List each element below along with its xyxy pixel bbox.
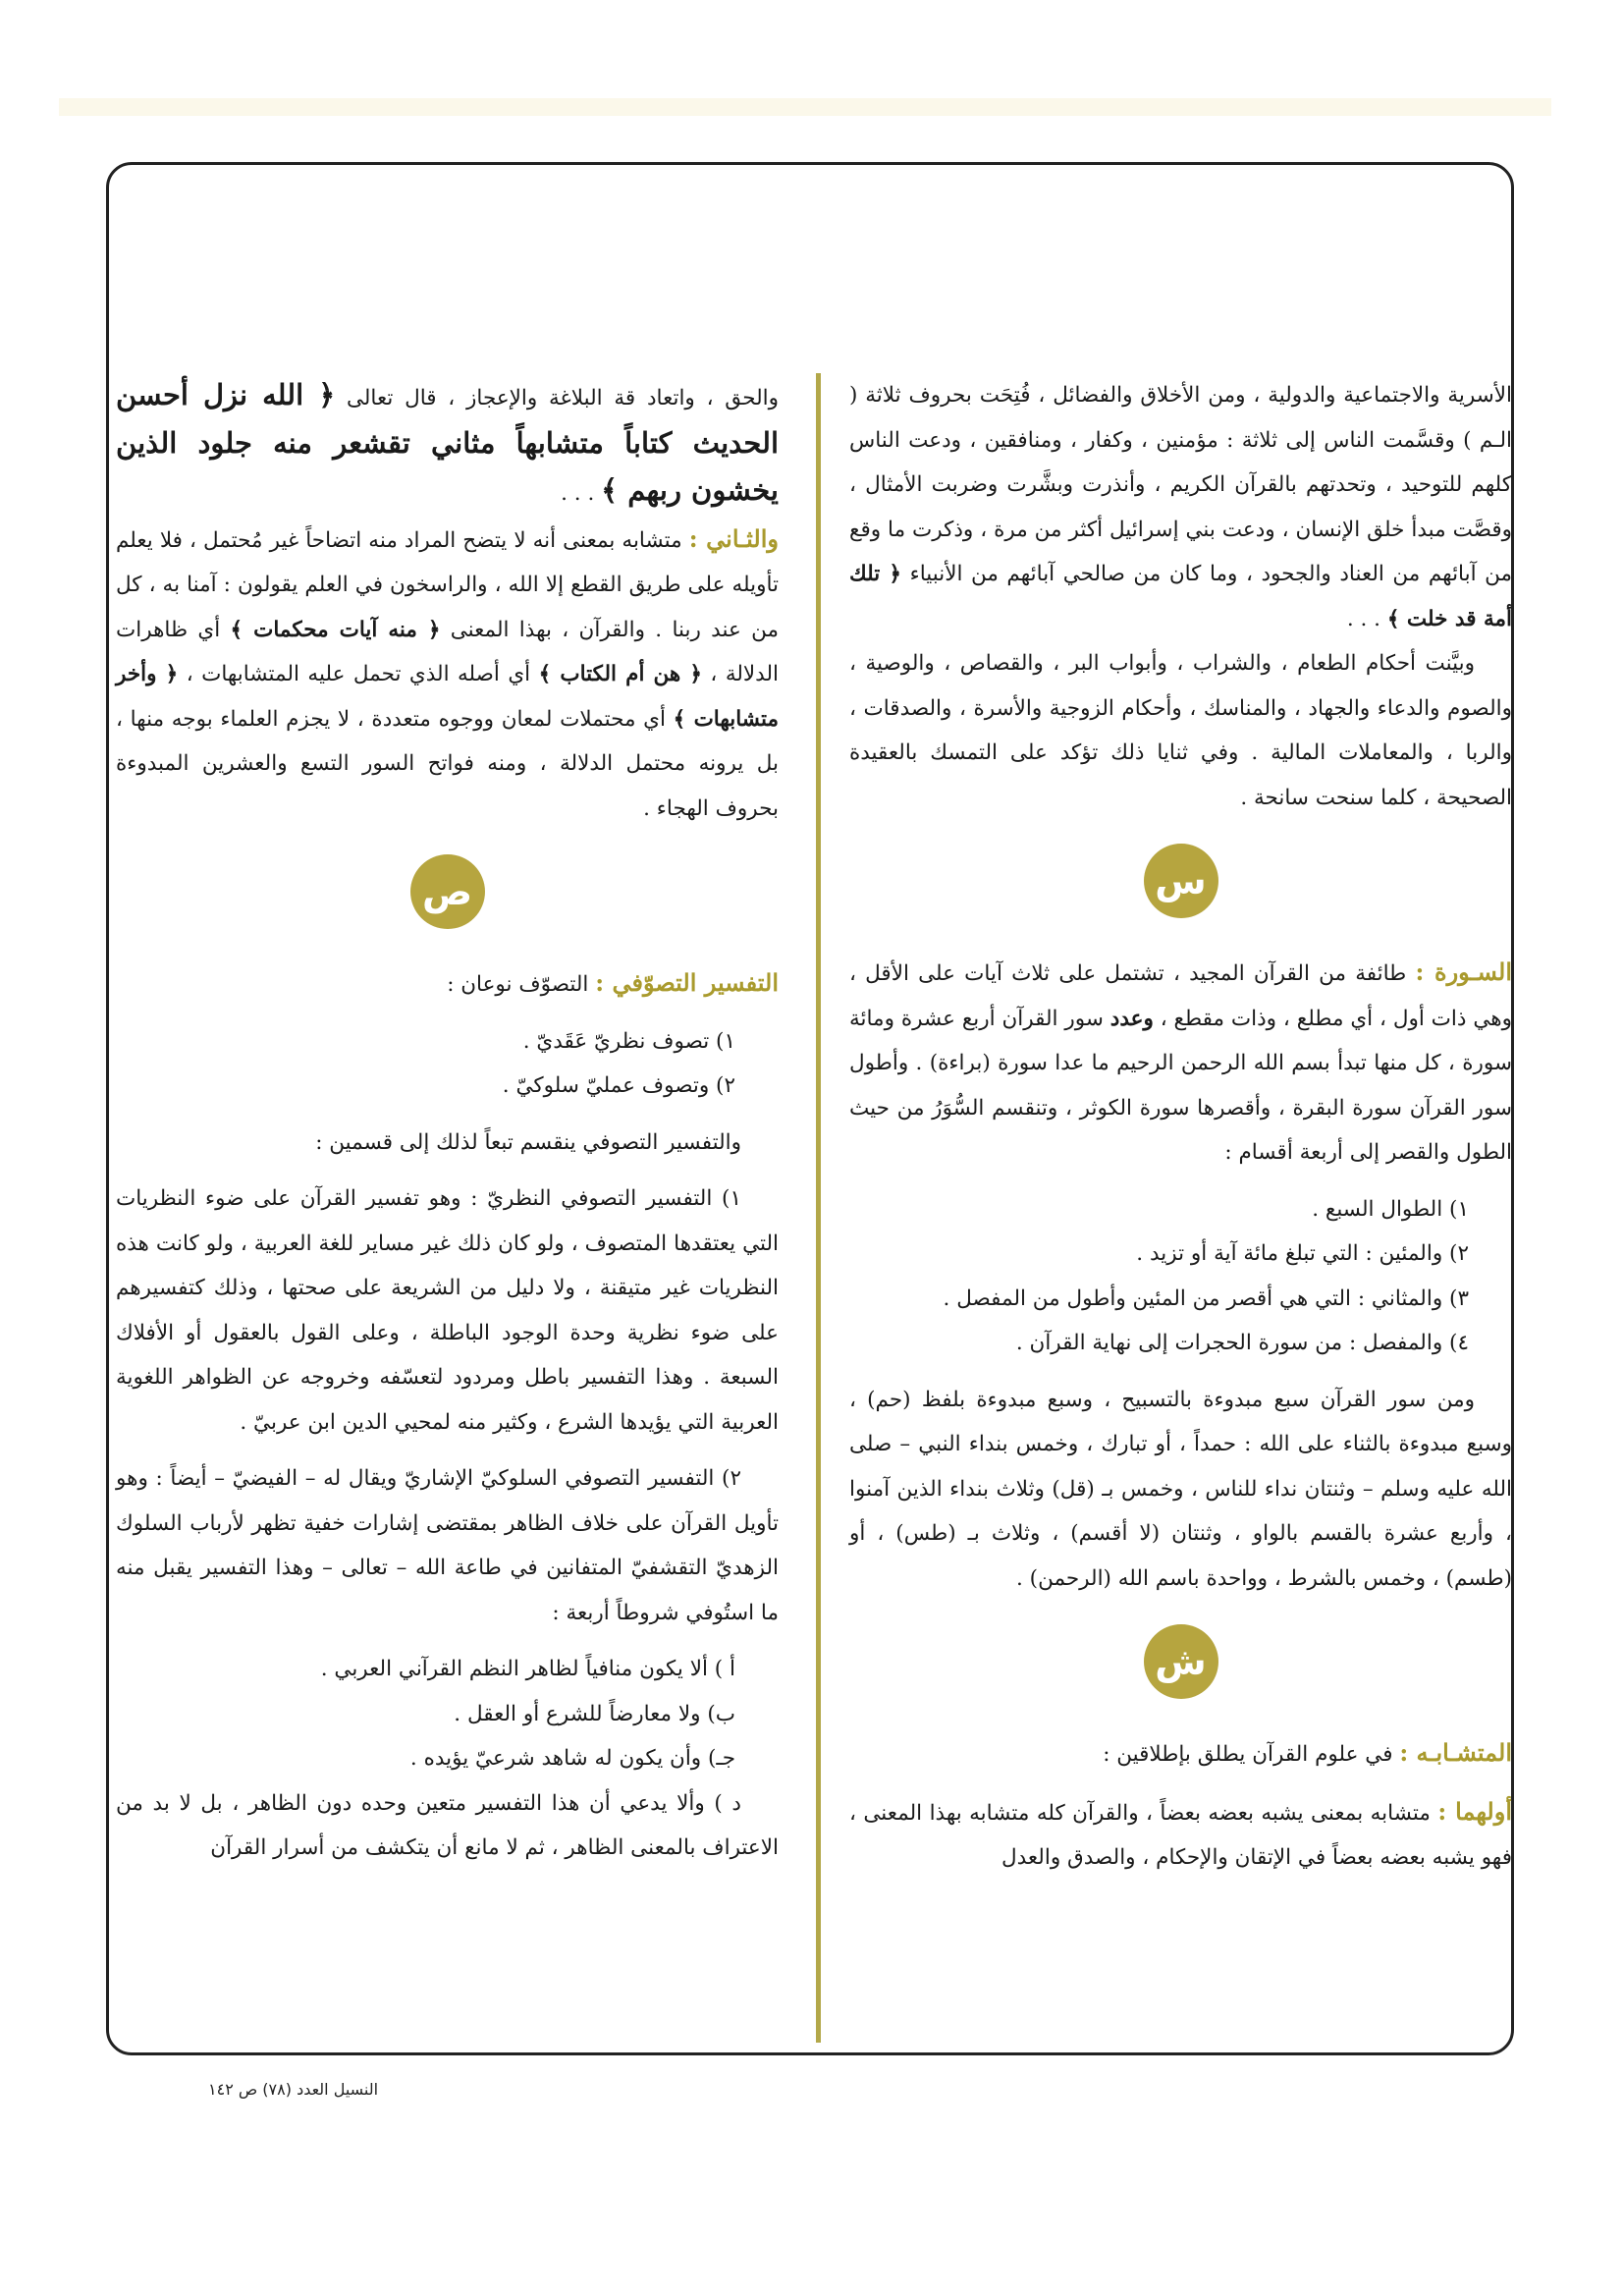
letter-circle <box>1144 844 1218 918</box>
list-item: ٢) والمئين : التي تبلغ مائة آية أو تزيد . <box>1136 1241 1469 1266</box>
bold-word: وعدد <box>1109 1006 1154 1031</box>
paragraph: ومن سور القرآن سبع مبدوءة بالتسبيح ، وسبع مبدوءة بلفظ (حم) ، وسبع مبدوءة بالثناء على الله : حمداً ، أو تبارك ، وخمس بنداء النبي – صلى الله عليه وسلم – وثنتان نداء للناس ، وخمس بـ (قل) وثلاث بنداء الذين آمنوا ، وأربع عشرة بالقسم بالواو ، وثنتان (لا أقسم) ، وثلاث بـ (طس) ، أو (طسم) ، وخمس بالشرط ، وواحدة باسم الله (الرحمن) . <box>849 1387 1512 1591</box>
letter-badge-sin <box>849 826 1512 936</box>
text: متشابه بمعنى يشبه بعضه بعضاً ، والقرآن كله متشابه بهذا المعنى ، فهو يشبه بعضه بعضاً في الإتقان والإحكام ، والصدق والعدل <box>849 1800 1512 1870</box>
paragraph: والتفسير التصوفي ينقسم تبعاً لذلك إلى قسمين : <box>315 1129 741 1155</box>
list-item: ب) ولا معارضاً للشرع أو العقل . <box>454 1701 735 1726</box>
text: أي محتملات لمعان ووجوه متعددة ، لا يجزم العلماء بوجه منها ، بل يرونه محتمل الدلالة ، ومنه فواتح السور التسع والعشرين المبدوءة بحروف الهجاء . <box>116 706 779 821</box>
list-item: ١) الطوال السبع . <box>1312 1196 1469 1222</box>
column-divider <box>816 373 821 2043</box>
letter-badge-sad <box>116 837 779 947</box>
text: في علوم القرآن يطلق بإطلاقين : <box>1103 1742 1400 1767</box>
left-column <box>116 373 779 1871</box>
paragraph <box>116 517 779 832</box>
list-item: أ ) ألا يكون منافياً لظاهر النظم القرآني العربي . <box>320 1657 735 1681</box>
sura-definition <box>849 950 1512 1175</box>
text: . . . <box>561 481 602 506</box>
letter-badge-shin <box>849 1607 1512 1717</box>
quran-quote: ﴿ الله نزل أحسن الحديث كتاباً متشابهاً مثاني تقشعر منه جلود الذين يخشون ربهم ﴾ <box>116 378 779 507</box>
text: أي أصله الذي تحمل عليه المتشابهات ، <box>178 662 539 686</box>
letter: س <box>1155 859 1207 902</box>
paragraph: ١) التفسير التصوفي النظريّ : وهو تفسير القرآن على ضوء النظريات التي يعتقدها المتصوف ، ولو كان ذلك غير مساير للغة العربية ، ولو كانت هذه النظريات غير متيقنة ، ولا دليل من الشريعة على صحتها ، وذلك كتفسيرهم على ضوء نظرية وحدة الوجود الباطلة ، وعلى القول بالعقول أو الأفلاك السبعة . وهذا التفسير باطل ومردود لتعسّفه وخروجه عن الظواهر اللغوية العربية التي يؤيدها الشرع ، وكثير منه لمحيي الدين ابن عربيّ . <box>116 1186 780 1435</box>
text: أي ظاهرات الدلالة ، <box>116 617 779 686</box>
page-footer: النسيل العدد (٧٨) ص ١٤٢ <box>208 2080 379 2099</box>
quran-quote: ﴿ تلك أمة قد خلت ﴾ <box>849 562 1512 631</box>
text: . . . <box>1346 606 1387 631</box>
mutashabih-definition <box>849 1730 1512 1777</box>
paragraph <box>849 373 1512 641</box>
letter: ش <box>1155 1640 1207 1683</box>
paragraph: ٢) التفسير التصوفي السلوكيّ الإشاريّ ويقال له – الفيضيّ – أيضاً : وهو تأويل القرآن على خلاف الظاهر بمقتضى إشارات خفية تظهر لأرباب السلوك الزهديّ التقشفيّ المتفانين في طاعة الله – تعالى – وهذا التفسير يقبل منه ما استُوفي شروطاً أربعة : <box>116 1466 779 1625</box>
list-item: ٤) والمفصل : من سورة الحجرات إلى نهاية القرآن . <box>1015 1331 1469 1355</box>
right-column <box>849 373 1512 1881</box>
term-tafsir: التفسير التصوّفي : <box>595 968 779 997</box>
paragraph <box>849 1789 1512 1881</box>
quran-quote: ﴿ هن أم الكتاب ﴾ <box>538 662 702 686</box>
text: متشابه بمعنى أنه لا يتضح المراد منه اتضاحاً غير مُحتمل ، فلا يعلم تأويله على طريق القطع إلا الله ، والراسخون في العلم يقولون : آمنا به ، كل من عند ربنا . والقرآن ، بهذا المعنى <box>116 527 779 642</box>
text: التصوّف نوعان : <box>447 972 596 997</box>
term-mutashabih: المتشـابـه : <box>1399 1738 1512 1767</box>
text: سور القرآن أربع عشرة ومائة سورة ، كل منها تبدأ بسم الله الرحمن الرحيم ما عدا سورة (براءة) . وأطول سور القرآن سورة البقرة ، وأقصرها سورة الكوثر ، وتنقسم السُّوَرُ من حيث الطول والقصر إلى أربعة أقسام : <box>849 1006 1512 1165</box>
letter-circle <box>1144 1624 1218 1699</box>
letter: ص <box>421 870 473 913</box>
quran-quote: ﴿ منه آيات محكمات ﴾ <box>230 617 441 642</box>
text: والحق ، واتعاد قة البلاغة والإعجاز ، قال تعالى <box>335 386 779 410</box>
term-first: أولهما : <box>1437 1796 1512 1826</box>
term-sura: السـورة : <box>1415 957 1512 986</box>
list-item: ٣) والمثاني : التي هي أقصر من المئين وأطول من المفصل . <box>943 1285 1469 1311</box>
text: طائفة من القرآن المجيد ، تشتمل على ثلاث آيات على الأقل ، وهي ذات أول ، أي مطلع ، وذات مقطع ، <box>849 961 1512 1031</box>
paragraph: وبيَّنت أحكام الطعام ، والشراب ، وأبواب البر ، والقصاص ، والوصية ، والصوم والدعاء والجهاد ، والمناسك ، وأحكام الزوجية والأسرة ، والصدقات ، والربا ، والمعاملات المالية . وفي ثنايا ذلك تؤكد على التمسك بالعقيدة الصحيحة ، كلما سنحت سانحة . <box>849 651 1512 810</box>
list-item: ١) تصوف نظريّ عَقَديّ . <box>522 1028 735 1054</box>
letter-circle <box>410 854 485 929</box>
list-item: ٢) وتصوف عمليّ سلوكيّ . <box>502 1073 735 1098</box>
quran-quote: ﴿ وأخر متشابهات ﴾ <box>116 662 779 732</box>
text: الأسرية والاجتماعية والدولية ، ومن الأخلاق والفضائل ، فُتِحَت بحروف ثلاثة ( الـم ) وقسَّمت الناس إلى ثلاثة : مؤمنين ، وكفار ، ومنافقين ، ودعت الناس كلهم للتوحيد ، وتحدتهم بالقرآن الكريم ، وأنذرت وبشَّرت وضربت الأمثال ، وقصَّت مبدأ خلق الإنسان ، ودعت بني إسرائيل أكثر من مرة ، وذكرت ما وقع من آبائهم من العناد والجحود ، وما كان من صالحي آبائهم من الأنبياء <box>849 383 1512 586</box>
tafsir-definition <box>116 960 779 1008</box>
list-item: د ) وألا يدعي أن هذا التفسير متعين وحده دون الظاهر ، بل لا بد من الاعتراف بالمعنى الظاهر ، ثم لا مانع أن يتكشف من أسرار القرآن <box>116 1790 779 1860</box>
term-second: والثـاني : <box>688 523 779 553</box>
list-item: جـ) وأن يكون له شاهد شرعيّ يؤيده . <box>409 1746 735 1771</box>
paragraph <box>116 373 779 517</box>
top-decorative-band <box>59 98 1551 116</box>
